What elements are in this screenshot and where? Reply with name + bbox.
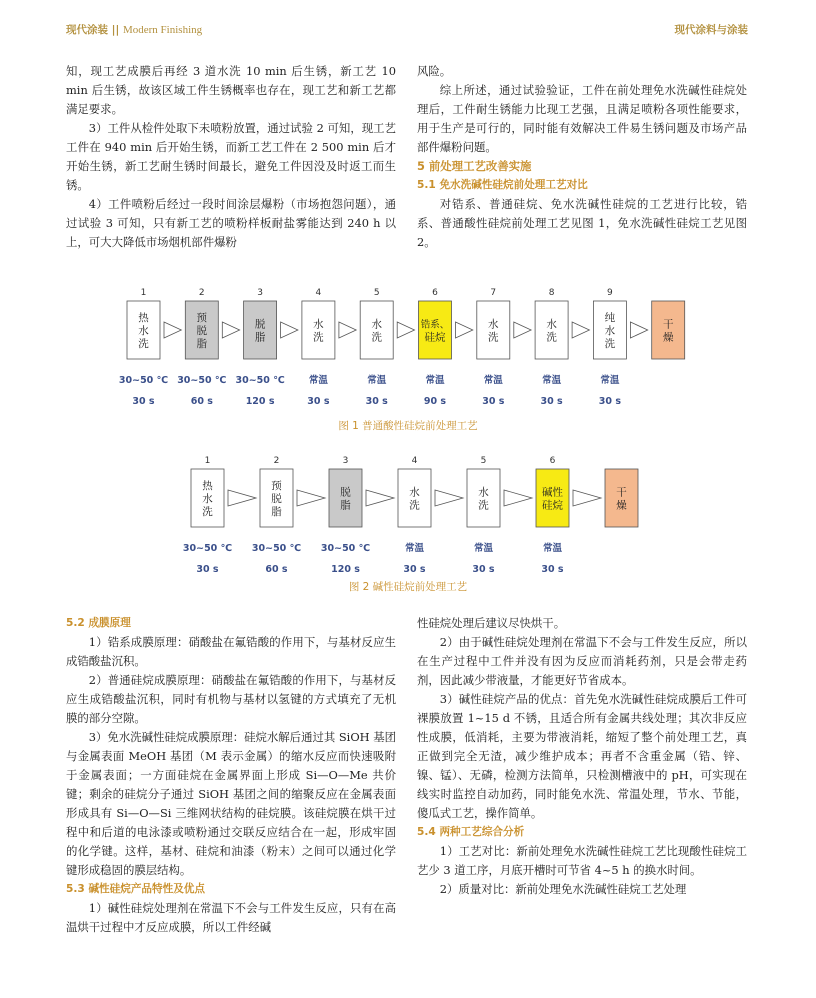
step-number: 5 [480,456,487,466]
step-number: 1 [204,456,211,466]
step-number: 8 [548,288,555,298]
step-label: 水 [313,318,324,331]
step-label: 硅烷 [424,331,446,344]
step-duration: 60 s [265,564,288,575]
figure-2-flowchart [0,452,816,578]
arrow-right-icon [456,322,473,338]
step-label: 脱 [340,486,351,499]
step-label: 洗 [371,331,382,344]
step-temperature: 常温 [404,543,425,554]
figure-2 [0,452,816,578]
step-temperature: 常温 [367,375,387,386]
step-number: 3 [342,456,349,466]
arrow-right-icon [366,490,394,506]
paragraph: 3）免水洗碱性硅烷成膜原理：硅烷水解后通过其 SiOH 基团与金属表面 MeOH 基团（M 表示金属）的缩水反应而快速吸附于金属表面；一方面硅烷在金属界面上形成 Si—O—Me 共价键；剩余的硅烷分子通过 SiOH 基团之间的缩聚反应在金属表面形成具有 Si—O—Si 三维网状结构的硅烷膜。该硅烷膜在烘干过程中和后道的电泳漆或喷粉通过交联反应结合在一起，形成牢固的化学键。这样，基材、硅烷和油漆（粉末）之间可以通过化学键形成稳固的膜层结构。 [66,730,396,877]
step-duration: 30 s [541,564,564,575]
arrow-right-icon [630,322,647,338]
step-temperature: 常温 [542,375,562,386]
step-label: 碱性 [542,486,563,499]
arrow-right-icon [297,490,325,506]
section-heading: 5.4 两种工艺综合分析 [417,826,525,838]
step-label: 脱 [271,493,282,505]
step-label: 硅烷 [542,499,563,512]
arrow-right-icon [281,322,298,338]
step-label: 水 [604,325,616,337]
step-number: 5 [373,288,380,298]
column-top-right [417,62,747,252]
paragraph: 2）由于碱性硅烷处理剂在常温下不会与工件发生反应，所以在生产过程中工件并没有因为反应而消耗药剂，只是会带走药剂，因此减少带液量，才能更好节省成本。 [417,635,747,687]
section-heading: 5.2 成膜原理 [66,617,131,629]
figure-1 [0,284,816,410]
step-duration: 30 s [540,396,563,407]
paragraph: 对锆系、普通硅烷、免水洗碱性硅烷的工艺进行比较，锆系、普通酸性硅烷前处理工艺见图 1，免水洗碱性硅烷工艺见图 2。 [417,197,747,249]
step-temperature: 常温 [308,375,328,386]
step-label: 水 [488,318,499,331]
step-duration: 120 s [331,564,360,575]
step-temperature: 常温 [473,543,494,554]
step-duration: 30 s [196,564,219,575]
step-label: 水 [546,318,557,331]
step-number: 1 [140,288,147,298]
step-duration: 30 s [365,396,388,407]
step-temperature: 常温 [542,543,563,554]
step-label: 锆系、 [420,319,450,331]
arrow-right-icon [222,322,239,338]
step-temperature: 30~50 ℃ [320,543,371,554]
step-label: 洗 [409,499,420,512]
step-temperature: 常温 [425,375,445,386]
step-temperature: 30~50 ℃ [182,543,233,554]
arrow-right-icon [572,322,589,338]
journal-name-cn: 现代涂装 [66,24,108,36]
step-label: 脂 [196,338,208,350]
step-number: 7 [490,288,497,298]
step-duration: 120 s [245,396,275,407]
arrow-right-icon [573,490,601,506]
step-label: 水 [409,486,420,499]
arrow-right-icon [504,490,532,506]
figure-1-caption: 图 1 普通酸性硅烷前处理工艺 [338,420,478,432]
step-number: 6 [432,288,438,298]
paragraph: 1）工艺对比：新前处理免水洗碱性硅烷工艺比现酸性硅烷工艺少 3 道工序，月底开槽时可节省 4~5 h 的换水时间。 [417,844,747,877]
step-duration: 30 s [472,564,495,575]
step-label: 水 [138,325,149,337]
arrow-right-icon [164,322,181,338]
step-label: 脂 [254,331,266,344]
arrow-right-icon [397,322,414,338]
step-label: 纯 [604,312,616,324]
section-heading: 5 前处理工艺改善实施 [417,159,532,173]
step-label: 干 [662,318,674,331]
step-duration: 30 s [482,396,505,407]
step-number: 6 [549,456,556,466]
step-duration: 30 s [132,396,155,407]
journal-name-en: Modern Finishing [122,24,203,36]
paragraph: 综上所述，通过试验验证，工件在前处理免水洗碱性硅烷处理后，工件耐生锈能力比现工艺强，且满足喷粉各项性能要求，用于生产是可行的，同时能有效解决工件易生锈问题及市场产品部件爆粉问题。 [417,83,747,154]
step-temperature: 常温 [483,375,503,386]
section-heading: 5.3 碱性硅烷产品特性及优点 [66,883,205,895]
step-label: 脂 [271,506,282,518]
step-temperature: 常温 [600,375,620,386]
step-label: 脱 [196,325,208,337]
arrow-right-icon [339,322,356,338]
paragraph: 3）工件从检件处取下未喷粉放置，通过试验 2 可知，现工艺工件在 940 min 后开始生锈，而新工艺工件在 2 500 min 后才开始生锈，新工艺耐生锈时间最长，避免工件因没及时返工而生锈。 [66,121,396,192]
journal-header-right: 现代涂料与涂装 [674,24,748,36]
journal-header-left [66,22,202,37]
paragraph: 1）锆系成膜原理：硝酸盐在氟锆酸的作用下，与基材反应生成锆酸盐沉积。 [66,635,396,668]
step-label: 洗 [478,499,489,512]
arrow-right-icon [228,490,256,506]
figure-2-caption: 图 2 碱性硅烷前处理工艺 [348,581,468,593]
paragraph: 风险。 [417,64,452,78]
column-bottom-right [417,614,747,899]
paragraph: 3）碱性硅烷产品的优点：首先免水洗碱性硅烷成膜后工件可裸膜放置 1~15 d 不锈，且适合所有金属共线处理；其次非反应性成膜，低消耗，主要为带液消耗，缩短了整个前处理工艺，真正做到完全无渣，减少维护成本；再者不含重金属（锆、锌、镍、锰）、无磷，检测方法简单，只检测槽液中的 pH，可实现在线实时监控自动加药，同时能免水洗、常温处理，节水、节能，傻瓜式工艺，操作简单。 [417,692,747,820]
step-label: 燥 [662,331,674,344]
step-label: 洗 [488,331,499,344]
step-label: 热 [138,312,149,324]
step-label: 水 [202,493,213,505]
paragraph: 性硅烷处理后建议尽快烘干。 [417,616,566,630]
step-label: 洗 [138,338,149,350]
step-temperature: 30~50 ℃ [118,375,169,386]
step-label: 燥 [616,499,627,512]
column-top-left [66,62,396,252]
step-duration: 30 s [307,396,330,407]
step-temperature: 30~50 ℃ [177,375,227,386]
step-label: 水 [371,318,382,331]
step-temperature: 30~50 ℃ [235,375,285,386]
step-label: 洗 [313,331,324,344]
step-label: 预 [271,480,282,492]
step-duration: 30 s [403,564,426,575]
section-heading: 5.1 免水洗碱性硅烷前处理工艺对比 [417,179,588,191]
arrow-right-icon [435,490,463,506]
step-number: 4 [411,456,418,466]
figure-1-flowchart [0,284,816,410]
step-label: 水 [478,486,489,499]
step-duration: 30 s [598,396,621,407]
paragraph: 2）普通硅烷成膜原理：硝酸盐在氟锆酸的作用下，与基材反应生成锆酸盐沉积，同时有机物与基材以氢键的方式填充了无机膜的部分空隙。 [66,673,396,725]
step-number: 9 [607,288,613,298]
step-label: 干 [616,486,627,499]
step-label: 脱 [254,318,266,331]
step-label: 脂 [340,499,351,512]
paragraph: 4）工件喷粉后经过一段时间涂层爆粉（市场抱怨问题），通过试验 3 可知，只有新工艺的喷粉样板耐盐雾能达到 240 h 以上，可大大降低市场烟机部件爆粉 [66,197,396,249]
paragraph: 知，现工艺成膜后再经 3 道水洗 10 min 后生锈，新工艺 10 min 后生锈，故该区域工件生锈概率也存在，现工艺和新工艺都满足要求。 [66,64,396,116]
step-number: 3 [257,288,263,298]
step-duration: 90 s [423,396,447,407]
paragraph: 2）质量对比：新前处理免水洗碱性硅烷工艺处理 [439,882,687,896]
step-duration: 60 s [190,396,213,407]
step-label: 洗 [604,338,616,350]
step-label: 热 [202,480,213,492]
column-bottom-left [66,614,396,937]
step-label: 预 [196,312,208,324]
paragraph: 1）碱性硅烷处理剂在常温下不会与工件发生反应，只有在高温烘干过程中才反应成膜，所以工件经碱 [66,901,396,934]
arrow-right-icon [514,322,531,338]
step-temperature: 30~50 ℃ [251,543,302,554]
header-separator: || [108,24,123,36]
step-label: 洗 [546,331,557,344]
step-number: 4 [315,288,322,298]
step-label: 洗 [202,506,213,518]
step-number: 2 [198,288,205,298]
step-number: 2 [273,456,280,466]
